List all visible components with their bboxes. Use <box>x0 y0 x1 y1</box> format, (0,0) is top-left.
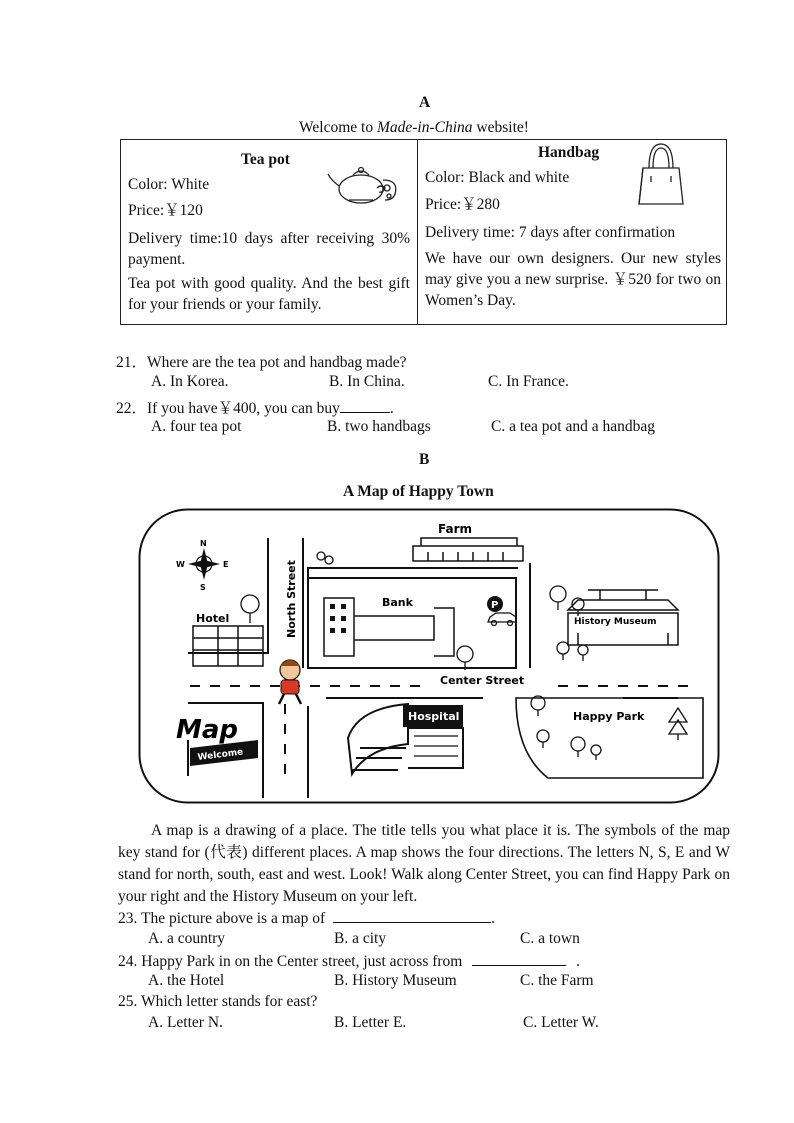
teapot-price: Price:￥120 <box>128 202 203 219</box>
teapot-description: Tea pot with good quality. And the best gift for your friends or your family. <box>128 275 410 313</box>
handbag-description: We have our own designers. Our new styles may give you a new surprise. ￥520 for two on Women’s Day. <box>425 250 721 309</box>
north-street-label: North Street <box>285 560 298 638</box>
q24-stem: 24. Happy Park in on the Center street, just across from <box>118 953 463 970</box>
q21-option-a: A. In Korea. <box>151 373 229 390</box>
question-24 <box>118 951 580 971</box>
bank-label: Bank <box>382 596 413 609</box>
compass-icon <box>188 548 220 580</box>
happy-town-map <box>138 508 720 804</box>
q23-stem: 23. The picture above is a map of <box>118 910 326 927</box>
q22-answer-blank[interactable] <box>340 398 390 413</box>
center-street-label: Center Street <box>440 674 525 687</box>
handbag-price: Price:￥280 <box>425 196 500 213</box>
teapot-delivery: Delivery time:10 days after receiving 30% payment. <box>128 230 410 268</box>
question-22 <box>116 396 394 418</box>
question-23 <box>118 908 495 928</box>
q23-answer-blank[interactable] <box>333 908 491 923</box>
q21-option-b: B. In China. <box>329 373 405 390</box>
product-table <box>120 139 727 325</box>
map-drawing <box>138 508 720 804</box>
compass-s: S <box>200 583 206 592</box>
farm-building <box>413 538 523 561</box>
q23-option-a: A. a country <box>148 930 226 947</box>
q23-end: . <box>491 910 495 927</box>
q22-stem-end: . <box>389 400 394 417</box>
farm-label: Farm <box>438 522 473 536</box>
section-b-letter: B <box>419 451 430 468</box>
parking-label: P <box>491 600 499 611</box>
q21-option-c: C. In France. <box>488 373 569 390</box>
hospital-label: Hospital <box>408 710 460 723</box>
q25-option-a: A. Letter N. <box>148 1014 223 1031</box>
welcome-banner-text: Welcome <box>197 747 244 763</box>
map-sign-word: Map <box>176 715 239 745</box>
welcome-line <box>299 119 529 137</box>
handbag-delivery: Delivery time: 7 days after confirmation <box>425 224 676 241</box>
welcome-site: Made-in-China <box>376 119 473 136</box>
q24-option-b: B. History Museum <box>334 972 457 989</box>
q23-option-b: B. a city <box>334 930 387 947</box>
teapot-icon <box>327 162 403 208</box>
table-divider <box>417 140 418 324</box>
welcome-prefix: Welcome to <box>299 119 377 136</box>
q22-option-a: A. four tea pot <box>151 418 242 435</box>
happy-park-label: Happy Park <box>573 710 645 723</box>
hotel-label: Hotel <box>196 612 230 625</box>
history-museum-label: History Museum <box>574 617 657 627</box>
q23-option-c: C. a town <box>520 930 580 947</box>
map-title: A Map of Happy Town <box>343 483 494 500</box>
q22-option-c: C. a tea pot and a handbag <box>491 418 655 435</box>
q25-option-c: C. Letter W. <box>523 1014 599 1031</box>
q22-option-b: B. two handbags <box>327 418 431 435</box>
handbag-icon <box>637 142 685 208</box>
compass-w: W <box>176 560 185 569</box>
section-a-letter: A <box>419 94 431 111</box>
q24-option-a: A. the Hotel <box>148 972 225 989</box>
hotel-building <box>193 626 263 666</box>
passage-paragraph: A map is a drawing of a place. The title tells you what place it is. The symbols of the map key stand for (代表) different places. A map shows the four directions. The letters N, S, E and W stand for north, south, east and west. Look! Walk along Center Street, you can find Happy Park on your right and the History Museum on your left. <box>118 822 730 905</box>
q24-answer-blank[interactable] <box>472 951 566 966</box>
car-icon <box>488 613 516 626</box>
compass-e: E <box>223 560 229 569</box>
welcome-suffix: website! <box>472 119 529 136</box>
q24-end: . <box>576 953 580 970</box>
handbag-title: Handbag <box>538 144 600 161</box>
teapot-title: Tea pot <box>241 151 290 168</box>
q22-stem: 22．If you have￥400, you can buy <box>116 400 340 417</box>
q25-option-b: B. Letter E. <box>334 1014 407 1031</box>
compass-n: N <box>200 539 207 548</box>
question-25: 25. Which letter stands for east? <box>118 993 318 1010</box>
teapot-color: Color: White <box>128 176 210 193</box>
handbag-color: Color: Black and white <box>425 169 570 186</box>
question-21: 21．Where are the tea pot and handbag made? <box>116 354 407 371</box>
boy-walking-icon <box>279 660 301 704</box>
q24-option-c: C. the Farm <box>520 972 594 989</box>
